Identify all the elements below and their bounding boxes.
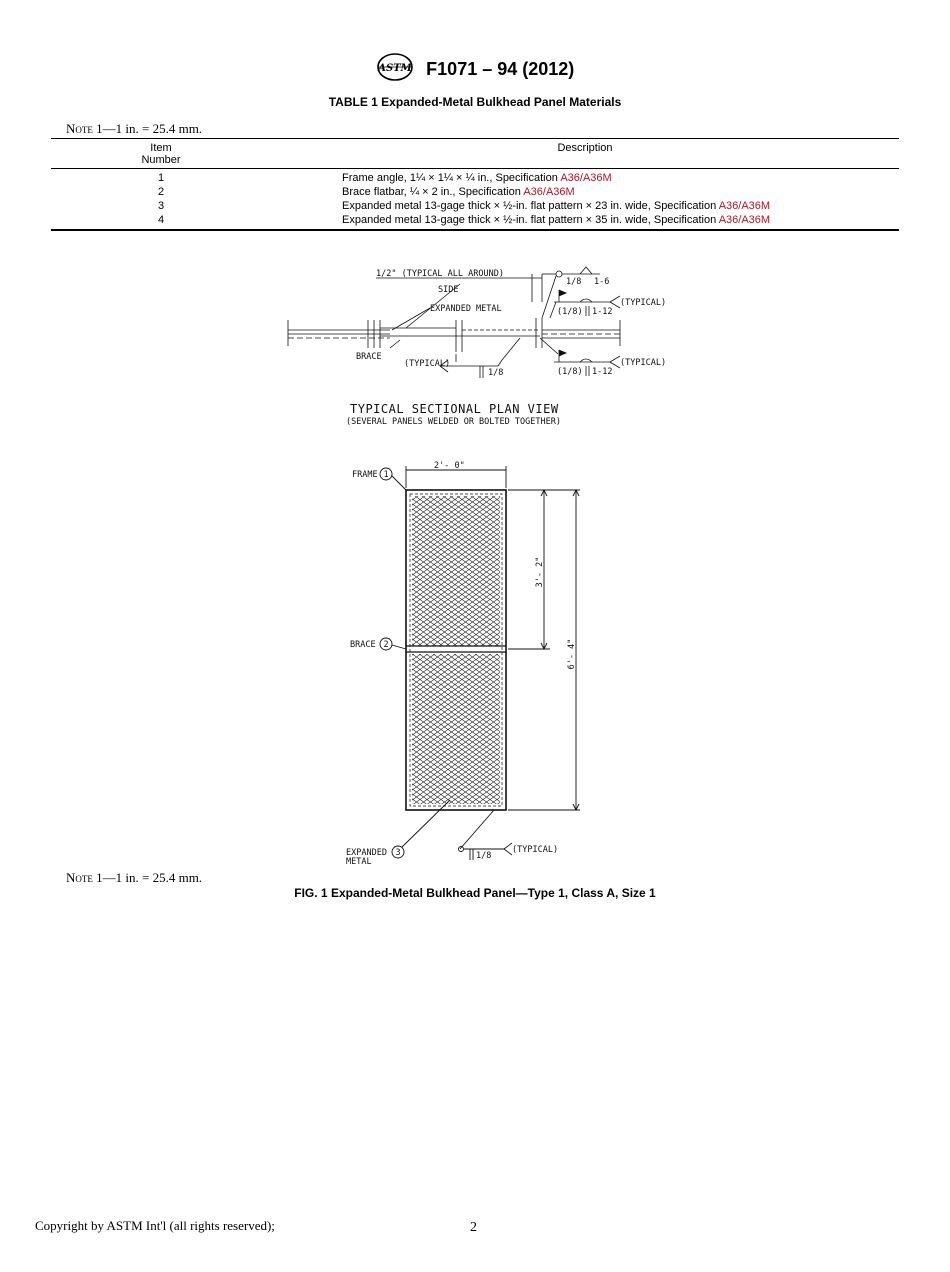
sectional-view-subtitle: (SEVERAL PANELS WELDED OR BOLTED TOGETHER) xyxy=(346,417,561,427)
description-text: Expanded metal 13-gage thick × ½-in. flat pattern × 23 in. wide, Specification xyxy=(342,200,719,212)
label-expanded: EXPANDED xyxy=(346,848,387,858)
technical-drawing xyxy=(280,262,680,872)
note-label: Note 1 xyxy=(66,870,103,885)
table-title: TABLE 1 Expanded-Metal Bulkhead Panel Materials xyxy=(328,95,622,109)
callout-brace-number: 2 xyxy=(383,640,389,650)
col-header-item xyxy=(51,139,271,169)
astm-logo-icon xyxy=(376,52,414,87)
item-number: 1 xyxy=(157,172,165,184)
callout-frame-number: 1 xyxy=(383,470,389,480)
dim-panel-width: 2'- 0" xyxy=(434,461,465,471)
weld-size-right-upper: (1/8) xyxy=(557,307,583,317)
label-brace-elevation: BRACE xyxy=(350,640,376,650)
svg-text:ASTM: ASTM xyxy=(377,63,412,74)
note-label: Note 1 xyxy=(66,121,103,136)
weld-size-top: 1/8 xyxy=(566,277,582,287)
description-text: Brace flatbar, ¼ × 2 in., Specification xyxy=(342,186,524,198)
weld-size-panel: 1/8 xyxy=(476,851,492,861)
document-id: F1071 – 94 (2012) xyxy=(426,59,575,79)
item-description xyxy=(271,213,899,230)
item-description xyxy=(271,169,899,186)
weld-pitch-right-lower: 1-12 xyxy=(592,367,613,377)
note-text: —1 in. = 25.4 mm. xyxy=(102,121,203,136)
description-text: Expanded metal 13-gage thick × ½-in. flat pattern × 35 in. wide, Specification xyxy=(342,214,719,226)
weld-size-bottom: 1/8 xyxy=(488,368,504,378)
item-number: 4 xyxy=(157,214,165,226)
description-text: Frame angle, 1¼ × 1¼ × ¼ in., Specification xyxy=(342,172,561,184)
label-frame: FRAME xyxy=(352,470,378,480)
col-header-description xyxy=(271,139,899,169)
label-typical-right-upper: (TYPICAL) xyxy=(620,298,667,308)
note-text: —1 in. = 25.4 mm. xyxy=(102,870,203,885)
sectional-view-title: TYPICAL SECTIONAL PLAN VIEW xyxy=(350,402,559,416)
dim-panel-height: 6'- 4" xyxy=(567,638,577,670)
table-row xyxy=(51,199,899,213)
table-header-row xyxy=(51,139,899,169)
copyright-notice: Copyright by ASTM Int'l (all rights reserved); xyxy=(35,1218,275,1233)
col-header-item-line1: Item xyxy=(150,142,172,154)
item-description xyxy=(271,185,899,199)
page-header xyxy=(0,52,950,87)
table-note xyxy=(66,121,202,137)
dim-half-inch-typical: 1/2" (TYPICAL ALL AROUND) xyxy=(376,269,504,279)
callout-expanded-number: 3 xyxy=(395,848,401,858)
item-number: 2 xyxy=(157,186,165,198)
spec-link[interactable]: A36/A36M xyxy=(718,214,771,226)
col-header-item-line2: Number xyxy=(141,154,181,166)
spec-link[interactable]: A36/A36M xyxy=(718,200,771,212)
page-number: 2 xyxy=(470,1220,477,1235)
col-header-description-text: Description xyxy=(557,142,613,154)
panel-elevation xyxy=(380,466,580,860)
item-description xyxy=(271,199,899,213)
spec-link[interactable]: A36/A36M xyxy=(560,172,612,184)
label-side: SIDE xyxy=(438,285,459,295)
table-row xyxy=(51,185,899,199)
weld-size-right-lower: (1/8) xyxy=(557,367,583,377)
table-row xyxy=(51,213,899,230)
label-brace: BRACE xyxy=(356,352,382,362)
figure-note xyxy=(66,870,202,886)
spec-link[interactable]: A36/A36M xyxy=(523,186,575,198)
table-row xyxy=(51,169,899,186)
weld-pitch-top: 1-6 xyxy=(594,277,610,287)
label-typical-left: (TYPICAL) xyxy=(404,359,451,369)
label-typical-right-lower: (TYPICAL) xyxy=(620,358,667,368)
label-typical-panel: (TYPICAL) xyxy=(512,845,559,855)
figure-caption: FIG. 1 Expanded-Metal Bulkhead Panel—Type 1, Class A, Size 1 xyxy=(294,886,656,900)
materials-table xyxy=(51,138,899,231)
item-number: 3 xyxy=(157,200,165,212)
weld-pitch-right-upper: 1-12 xyxy=(592,307,613,317)
label-expanded-metal: EXPANDED METAL xyxy=(430,304,502,314)
label-metal: METAL xyxy=(346,857,372,867)
dim-half-height: 3'- 2" xyxy=(535,556,545,588)
